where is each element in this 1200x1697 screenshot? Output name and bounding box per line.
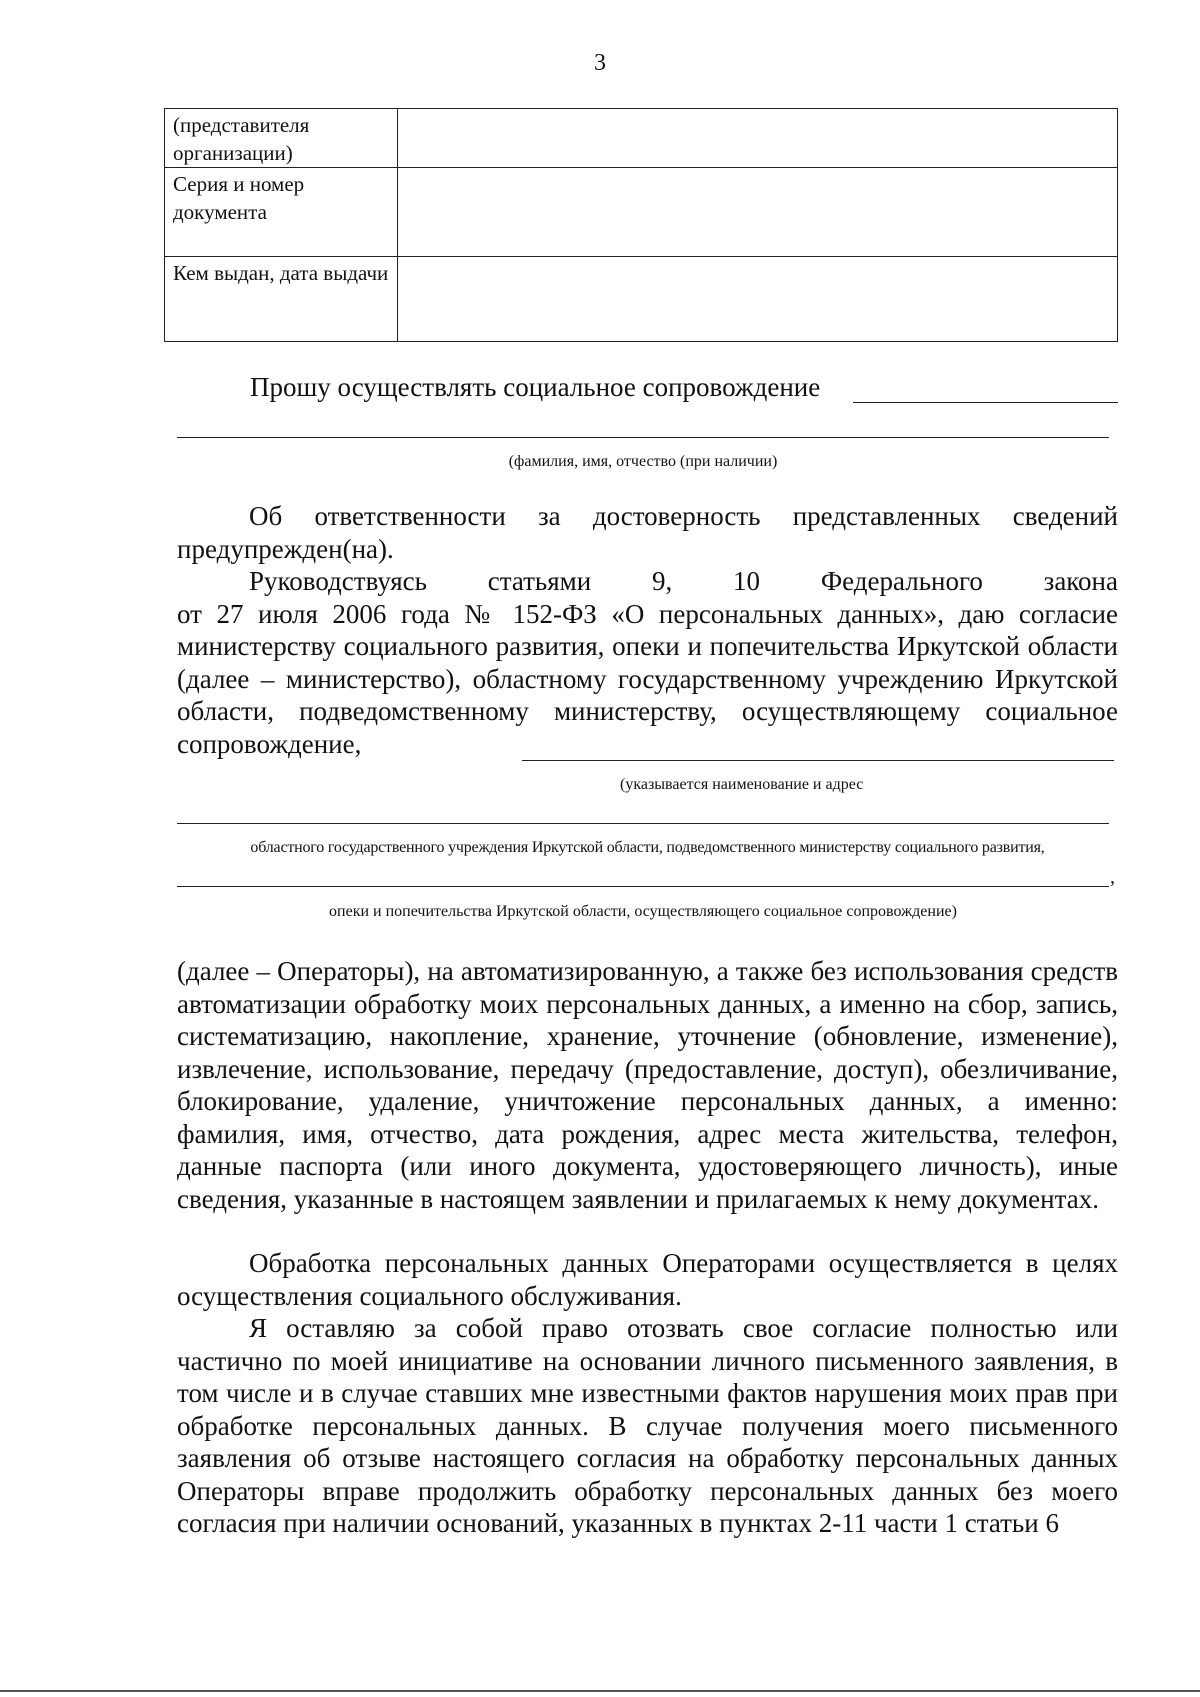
request-blank-line[interactable] xyxy=(853,402,1118,403)
table-row xyxy=(165,257,1118,342)
org-comma: , xyxy=(1110,866,1115,888)
purpose-text: Обработка персональных данных Операторами осуществляется в целях осуществления социального обслуживания. xyxy=(177,1248,1118,1311)
page-bottom-edge xyxy=(0,1690,1200,1692)
consent-paragraph xyxy=(177,565,1118,760)
fio-blank-line[interactable] xyxy=(177,437,1109,438)
row-value-document-number[interactable] xyxy=(398,168,1118,257)
org-blank-line-3[interactable] xyxy=(177,886,1109,887)
fio-caption: (фамилия, имя, отчество (при наличии) xyxy=(508,453,778,470)
consent-first-line: Руководствуясь статьями 9, 10 Федерального закона xyxy=(249,566,1118,596)
org-blank-line-1[interactable] xyxy=(522,760,1114,761)
request-text: Прошу осуществлять социальное сопровождение xyxy=(250,372,821,402)
responsibility-paragraph xyxy=(177,500,1118,565)
operators-text: (далее – Операторы), на автоматизированную, а также без использования средств автоматизации обработку моих персональных данных, а именно на сбор, запись, систематизацию, накопление, хранение, уточнение (обновление, изменение), извлечение, использование, передачу (предоставление, доступ), обезличивание, блокирование, удаление, уничтожение персональных данных, а именно: фамилия, имя, отчество, дата рождения, адрес места жительства, телефон, данные паспорта (или иного документа, удостоверяющего личность), иные сведения, указанные в настоящем заявлении и прилагаемых к нему документах. xyxy=(177,956,1118,1214)
org-caption-3: опеки и попечительства Иркутской области, осуществляющего социальное сопровождение) xyxy=(329,903,957,920)
page-number: 3 xyxy=(594,50,606,76)
row-label-representative: (представителя организации) xyxy=(165,109,398,168)
row-label-issued-by: Кем выдан, дата выдачи xyxy=(165,257,398,342)
consent-text: от 27 июля 2006 года № 152-ФЗ «О персональных данных», даю согласие министерству социального развития, опеки и попечительства Иркутской области (далее – министерство), областному государственному учреждению Иркутской области, подведомственному министерству, осуществляющему социальное сопровождение, xyxy=(177,598,1118,759)
row-value-issued-by[interactable] xyxy=(398,257,1118,342)
table-row xyxy=(165,168,1118,257)
org-blank-line-2[interactable] xyxy=(177,823,1109,824)
purpose-paragraph xyxy=(177,1247,1118,1312)
applicant-info-table xyxy=(164,108,1118,342)
table-row xyxy=(165,109,1118,168)
org-caption-1: (указывается наименование и адрес xyxy=(620,776,864,793)
row-label-document-number: Серия и номер документа xyxy=(165,168,398,257)
row-value-representative[interactable] xyxy=(398,109,1118,168)
org-caption-2: областного государственного учреждения Иркутской области, подведомственного министерству социального развития, xyxy=(250,839,1045,856)
responsibility-text: Об ответственности за достоверность представленных сведений предупрежден(на). xyxy=(177,501,1118,564)
revoke-paragraph xyxy=(177,1312,1118,1540)
operators-paragraph xyxy=(177,955,1118,1215)
revoke-text: Я оставляю за собой право отозвать свое согласие полностью или частично по моей инициативе на основании личного письменного заявления, в том числе и в случае ставших мне известными фактов нарушения моих прав при обработке персональных данных. В случае получения моего письменного заявления об отзыве настоящего согласия на обработку персональных данных Операторы вправе продолжить обработку персональных данных без моего согласия при наличии оснований, указанных в пунктах 2-11 части 1 статьи 6 xyxy=(177,1313,1118,1538)
